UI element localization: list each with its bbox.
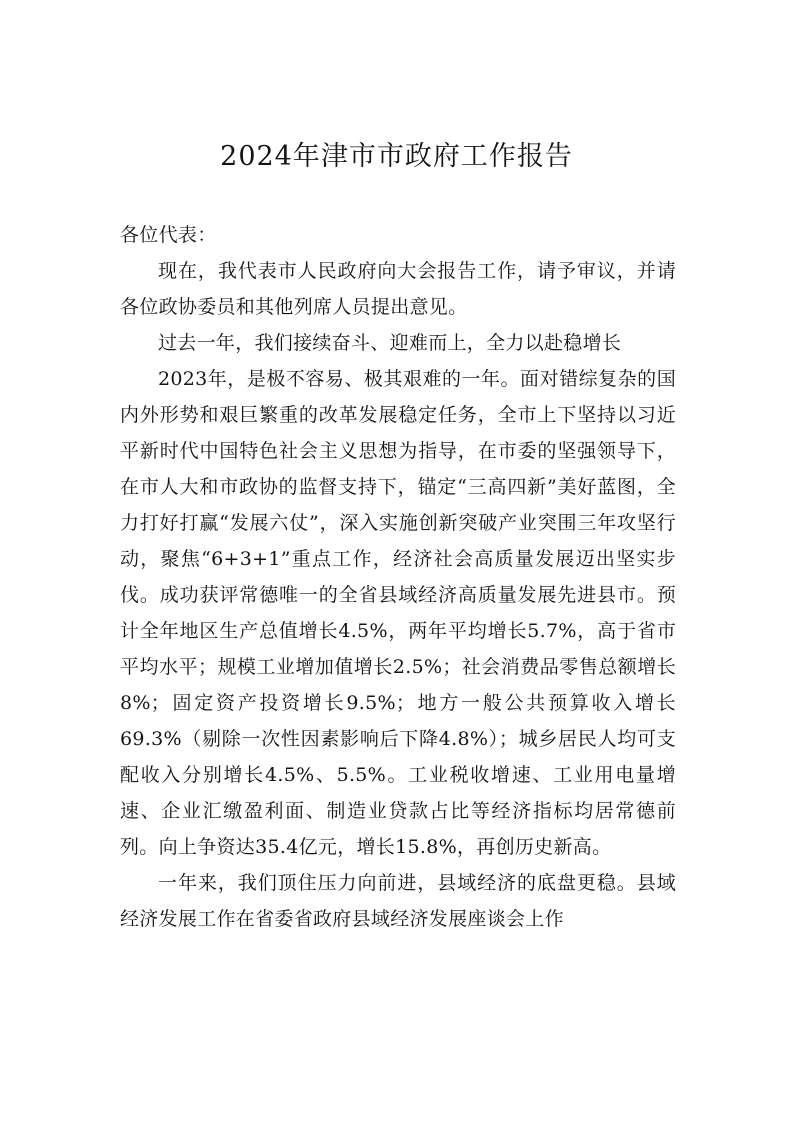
document-body (120, 217, 676, 937)
salutation: 各位代表： (120, 224, 217, 246)
paragraph-county-economy: 一年来，我们顶住压力向前进，县域经济的底盘更稳。县域经济发展工作在省委省政府县域经济发展座谈会上作 (120, 872, 676, 930)
paragraph-intro: 现在，我代表市人民政府向大会报告工作，请予审议，并请各位政协委员和其他列席人员提出意见。 (120, 260, 676, 318)
document-title: 2024年津市市政府工作报告 (220, 141, 573, 172)
paragraph-2023-review: 2023年，是极不容易、极其艰难的一年。面对错综复杂的国内外形势和艰巨繁重的改革发展稳定任务，全市上下坚持以习近平新时代中国特色社会主义思想为指导，在市委的坚强领导下，在市人大和市政协的监督支持下，锚定“三高四新”美好蓝图，全力打好打赢“发展六仗”，深入实施创新突破产业突围三年攻坚行动，聚焦“6+3+1”重点工作，经济社会高质量发展迈出坚实步伐。成功获评常德唯一的全省县域经济高质量发展先进县市。预计全年地区生产总值增长4.5%，两年平均增长5.7%，高于省市平均水平；规模工业增加值增长2.5%；社会消费品零售总额增长8%；固定资产投资增长9.5%；地方一般公共预算收入增长69.3%（剔除一次性因素影响后下降4.8%）；城乡居民人均可支配收入分别增长4.5%、5.5%。工业税收增速、工业用电量增速、企业汇缴盈利面、制造业贷款占比等经济指标均居常德前列。向上争资达35.4亿元，增长15.8%，再创历史新高。 (120, 368, 676, 858)
section-heading: 过去一年，我们接续奋斗、迎难而上，全力以赴稳增长 (158, 332, 622, 354)
